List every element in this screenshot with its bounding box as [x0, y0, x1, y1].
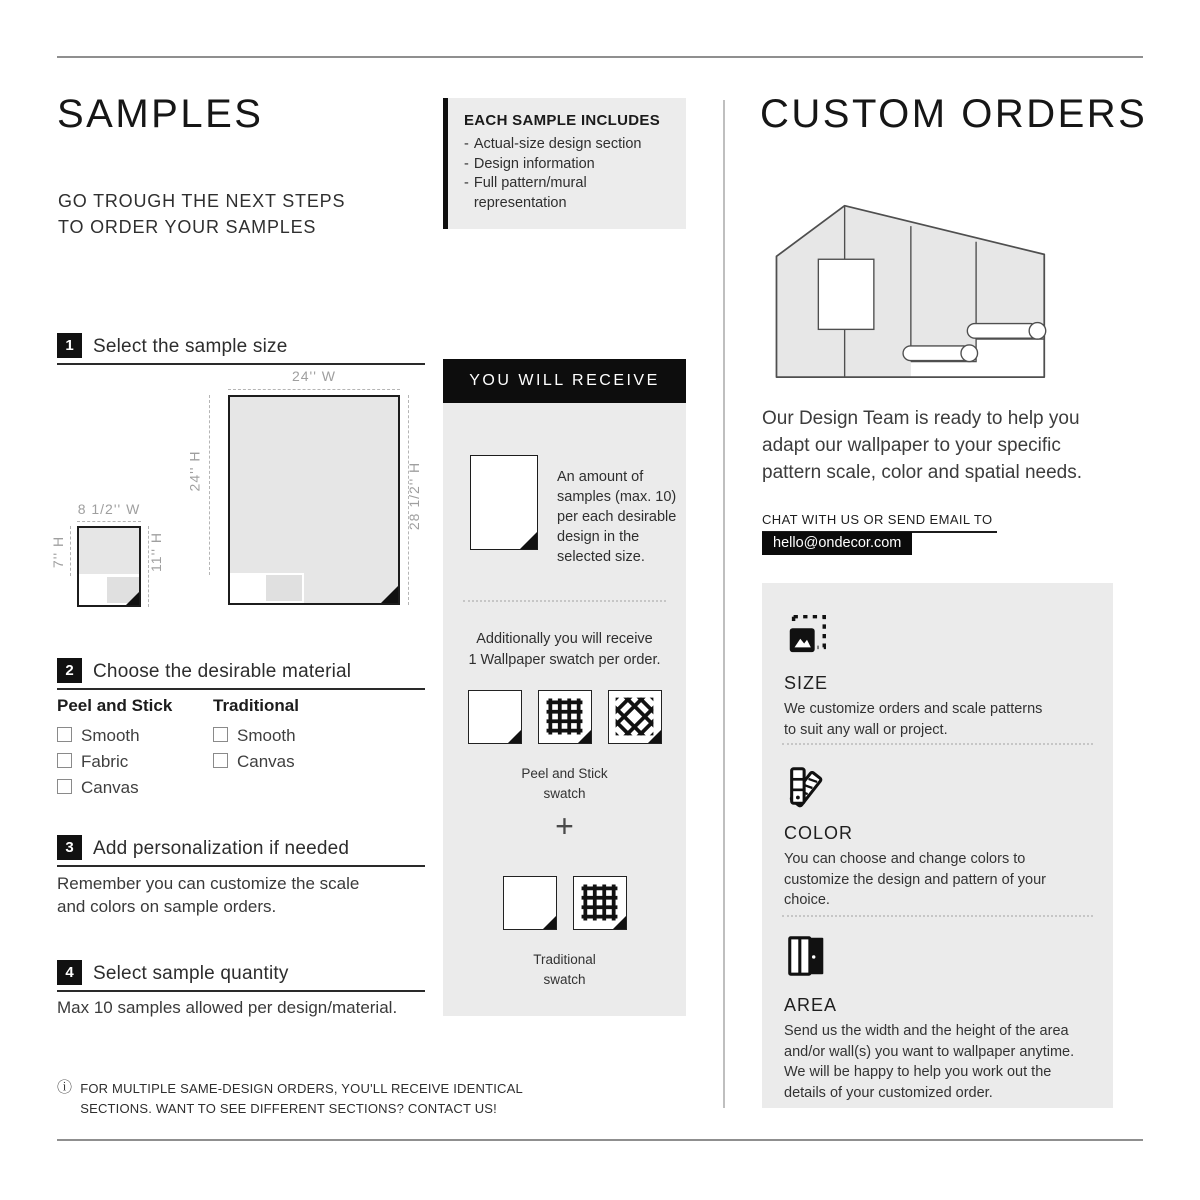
additional-swatch-text	[443, 629, 686, 671]
swatch-corner-fold	[578, 730, 591, 743]
step4-number-badge: 4	[57, 960, 82, 985]
each-sample-includes-box	[443, 98, 686, 229]
step1-label: Select the sample size	[93, 336, 288, 357]
column-divider	[723, 100, 725, 1108]
color-text-line: customize the design and pattern of your	[784, 871, 1046, 888]
sample-size-diagram	[50, 368, 427, 620]
samples-amount-line: An amount of	[557, 469, 644, 485]
intro-line3: pattern scale, color and spatial needs.	[762, 461, 1083, 483]
custom-orders-intro	[762, 406, 1082, 487]
step3-note	[57, 873, 359, 919]
color-text-line: You can choose and change colors to	[784, 851, 1026, 867]
peel-and-stick-swatch-row	[443, 690, 686, 744]
area-text-line: Send us the width and the height of the area	[784, 1023, 1069, 1039]
dash-bullet: -	[464, 155, 469, 172]
small-height-right-label: 11'' H	[147, 532, 164, 572]
intro-line2: adapt our wallpaper to your specific	[762, 434, 1061, 456]
swatch-corner-fold	[508, 730, 521, 743]
additional-line1: Additionally you will receive	[476, 631, 653, 647]
peel-swatch-caption	[443, 764, 686, 803]
small-sample-sheet	[77, 526, 141, 607]
bottom-rule	[57, 1139, 1143, 1141]
samples-amount-line: samples (max. 10)	[557, 489, 677, 505]
includes-box-title: EACH SAMPLE INCLUDES	[464, 112, 661, 129]
step4-note: Max 10 samples allowed per design/material.	[57, 998, 398, 1017]
area-text-line: details of your customized order.	[784, 1084, 993, 1101]
traditional-smooth-checkbox[interactable]	[213, 727, 228, 742]
large-height-right-label: 28 1/2'' H	[406, 461, 423, 531]
large-sheet-corner-fold	[381, 586, 398, 603]
info-icon: ⓘ	[57, 1079, 73, 1096]
step2-header	[57, 658, 425, 690]
step3-note-line1: Remember you can customize the scale	[57, 874, 360, 893]
traditional-smooth-option	[213, 723, 363, 749]
material-column-traditional	[213, 696, 363, 775]
grid-pattern-swatch	[538, 690, 592, 744]
dotted-divider	[782, 915, 1093, 917]
step2-number-badge: 2	[57, 658, 82, 683]
swatch-corner-fold	[543, 916, 556, 929]
color-feature-text	[784, 849, 1046, 911]
traditional-canvas-label: Canvas	[237, 752, 295, 771]
traditional-swatch-caption	[443, 950, 686, 989]
peel-caption-line1: Peel and Stick	[521, 766, 608, 781]
color-text-line: choice.	[784, 892, 830, 909]
area-text-line: We will be happy to help you work out the	[784, 1064, 1052, 1081]
includes-item	[464, 135, 674, 155]
traditional-caption-line1: Traditional	[533, 952, 596, 967]
plain-swatch	[468, 690, 522, 744]
chat-label-row	[762, 511, 997, 533]
footnote-text	[80, 1079, 523, 1118]
traditional-title: Traditional	[213, 696, 299, 715]
peel-and-stick-title: Peel and Stick	[57, 696, 173, 715]
area-text-line: and/or wall(s) you want to wallpaper anytime.	[784, 1043, 1075, 1060]
traditional-swatch-row	[443, 876, 686, 930]
small-width-label: 8 1/2'' W	[77, 501, 141, 517]
chat-label: CHAT WITH US OR SEND EMAIL TO	[762, 512, 997, 533]
small-height-left-label: 7'' H	[50, 535, 67, 569]
peel-caption-line2: swatch	[543, 785, 586, 801]
size-text-line: We customize orders and scale patterns	[784, 701, 1043, 717]
swatch-corner-fold	[613, 916, 626, 929]
sample-sheet-illustration	[470, 455, 538, 550]
color-feature-title: COLOR	[784, 823, 854, 843]
size-feature-title: SIZE	[784, 673, 829, 693]
additional-line2: 1 Wallpaper swatch per order.	[468, 652, 661, 669]
step2-label: Choose the desirable material	[93, 661, 352, 682]
swatch-corner-fold	[648, 730, 661, 743]
large-sheet-inner-swatch	[266, 575, 302, 601]
small-sheet-corner-fold	[126, 592, 139, 605]
size-text-line: to suit any wall or project.	[784, 721, 948, 738]
includes-item-1-label: Actual-size design section	[473, 136, 642, 152]
samples-title: SAMPLES	[57, 92, 264, 136]
plain-swatch	[503, 876, 557, 930]
large-height-left-label: 24'' H	[186, 450, 203, 492]
dotted-divider	[463, 600, 666, 602]
email-row	[762, 532, 912, 555]
step3-note-line2: and colors on sample orders.	[57, 896, 277, 916]
top-rule	[57, 56, 1143, 58]
dotted-divider	[782, 743, 1093, 745]
step1-header	[57, 333, 425, 365]
intro-line1: Our Design Team is ready to help you	[762, 408, 1080, 429]
custom-orders-title: CUSTOM ORDERS	[760, 92, 1148, 136]
size-feature-text	[784, 699, 1042, 740]
traditional-canvas-option	[213, 749, 363, 775]
large-sample-sheet	[228, 395, 400, 605]
step4-header	[57, 960, 425, 992]
color-swatches-icon	[784, 763, 830, 809]
large-width-label: 24'' W	[291, 368, 337, 384]
peel-canvas-label: Canvas	[81, 778, 139, 797]
grid-pattern-swatch	[573, 876, 627, 930]
resize-image-icon	[784, 610, 830, 656]
peel-fabric-option	[57, 749, 207, 775]
wall-panels-icon	[784, 933, 830, 979]
material-column-peel-and-stick	[57, 696, 207, 801]
includes-item-3-label: Full pattern/mural representation	[473, 175, 587, 211]
you-will-receive-header: YOU WILL RECEIVE	[443, 359, 686, 403]
peel-smooth-option	[57, 723, 207, 749]
peel-canvas-option	[57, 775, 207, 801]
step3-label: Add personalization if needed	[93, 838, 350, 859]
area-feature-title: AREA	[784, 995, 838, 1015]
samples-subtitle-line1: GO TROUGH THE NEXT STEPS	[58, 191, 346, 211]
includes-item-2-label: Design information	[473, 155, 595, 172]
email-link[interactable]: hello@ondecor.com	[762, 532, 912, 555]
step1-number-badge: 1	[57, 333, 82, 358]
small-width-dimension-line	[77, 521, 141, 522]
footnote	[57, 1079, 557, 1118]
includes-item	[464, 174, 674, 213]
traditional-smooth-label: Smooth	[237, 726, 296, 745]
small-height-left-dimension-line	[70, 526, 71, 576]
step4-label: Select sample quantity	[93, 963, 289, 984]
you-will-receive-panel	[443, 403, 686, 1016]
wallpapered-wall-illustration	[757, 190, 1054, 385]
window-cutout	[818, 259, 874, 329]
custom-features-panel	[762, 583, 1113, 1108]
traditional-canvas-checkbox[interactable]	[213, 753, 228, 768]
peel-fabric-label: Fabric	[81, 752, 129, 771]
crosshatch-pattern-swatch	[608, 690, 662, 744]
traditional-caption-line2: swatch	[543, 971, 586, 987]
dash-bullet: -	[464, 175, 469, 192]
peel-smooth-checkbox[interactable]	[57, 727, 72, 742]
footnote-line2: SECTIONS. WANT TO SEE DIFFERENT SECTIONS? CONTACT US!	[80, 1100, 497, 1116]
large-height-left-dimension-line	[209, 395, 210, 575]
includes-item	[464, 155, 674, 175]
step3-number-badge: 3	[57, 835, 82, 860]
area-feature-text	[784, 1021, 1074, 1103]
samples-amount-line: selected size.	[557, 549, 645, 565]
step3-header	[57, 835, 425, 867]
samples-subtitle-line2: TO ORDER YOUR SAMPLES	[58, 217, 317, 238]
samples-subtitle	[58, 188, 345, 240]
samples-amount-line: design in the	[557, 529, 640, 545]
footnote-line1: FOR MULTIPLE SAME-DESIGN ORDERS, YOU'LL RECEIVE IDENTICAL	[80, 1081, 523, 1096]
peel-fabric-checkbox[interactable]	[57, 753, 72, 768]
peel-canvas-checkbox[interactable]	[57, 779, 72, 794]
plus-sign: +	[555, 808, 574, 844]
samples-amount-text	[557, 467, 676, 567]
peel-smooth-label: Smooth	[81, 726, 140, 745]
sheet-corner-fold	[520, 532, 537, 549]
large-width-dimension-line	[228, 389, 400, 390]
samples-amount-line: per each desirable	[557, 509, 677, 525]
dash-bullet: -	[464, 136, 469, 152]
